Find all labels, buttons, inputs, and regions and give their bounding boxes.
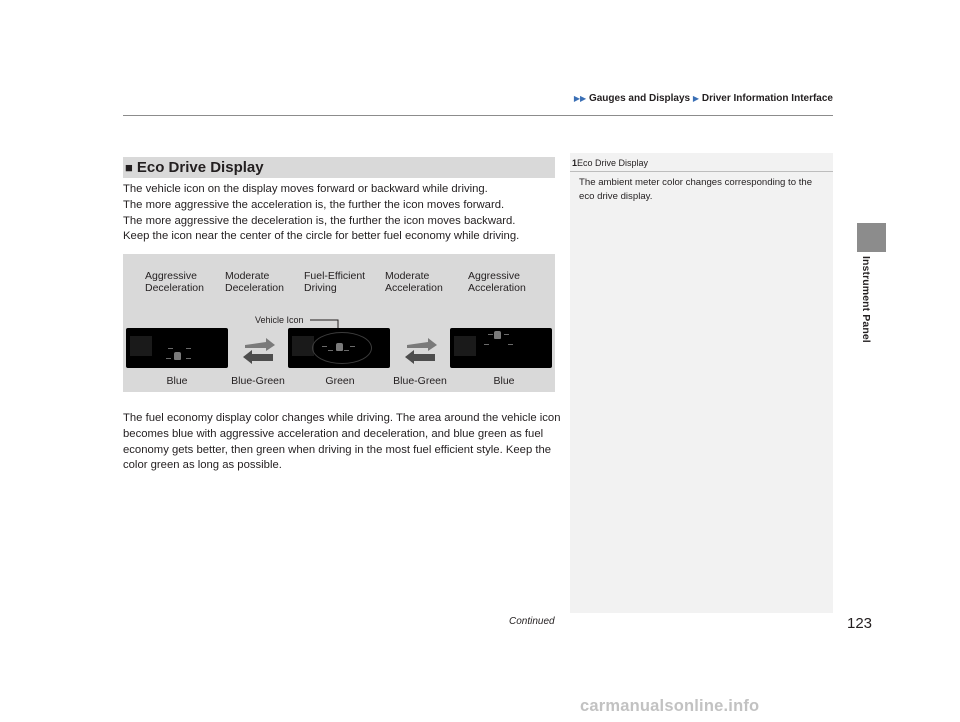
breadcrumb-arrow-icon: ▶▶ [573,94,587,103]
dash-display-efficient [288,328,390,368]
double-arrow-icon [242,337,276,365]
label-fuel-efficient-driving: Fuel-Efficient Driving [304,270,366,294]
vehicle-icon [336,343,343,351]
sidebar-note-panel [570,153,833,613]
label-aggressive-acceleration: Aggressive Acceleration [468,270,526,294]
intro-line: The more aggressive the deceleration is, the further the icon moves backward. [123,214,516,227]
chapter-tab-marker [857,223,886,252]
label-aggressive-deceleration: Aggressive Deceleration [145,270,204,294]
color-label-blue-green: Blue-Green [393,375,447,387]
breadcrumb [574,93,833,104]
watermark: carmanualsonline.info [580,697,760,715]
sidebar-divider [570,171,833,172]
intro-line: Keep the icon near the center of the circle for better fuel economy while driving. [123,230,520,243]
section-square-icon: ■ [125,160,133,175]
reference-marker-icon: 1 [572,158,578,168]
continued-label: Continued [509,616,555,627]
sidebar-note-title-text: Eco Drive Display [577,158,649,168]
dash-display-acceleration [450,328,552,368]
intro-line: The vehicle icon on the display moves forward or backward while driving. [123,183,488,195]
color-label-green: Green [325,375,355,387]
color-explanation-paragraph: The fuel economy display color changes while driving. The area around the vehicle icon becomes blue with aggressive acceleration and deceleration, and blue green as fuel economy gets better, then green when driving in the most fuel efficient style. Keep the color green as long as possible. [123,412,561,472]
vehicle-icon [494,331,501,339]
intro-paragraph [123,182,563,245]
color-label-blue: Blue [493,375,515,387]
breadcrumb-separator-icon: ▶ [692,94,700,103]
vehicle-icon-label: Vehicle Icon [255,315,304,325]
breadcrumb-item-driver-info[interactable]: Driver Information Interface [701,93,833,104]
label-moderate-acceleration: Moderate Acceleration [385,270,443,294]
vehicle-icon [174,352,181,360]
color-label-blue-green: Blue-Green [231,375,285,387]
color-label-blue: Blue [166,375,188,387]
section-heading [125,159,264,176]
chapter-tab-label: Instrument Panel [860,256,872,343]
dash-display-deceleration [126,328,228,368]
sidebar-note-title [572,158,648,168]
sidebar-note-body: The ambient meter color changes corresponding to the eco drive display. [579,177,813,202]
section-title: Eco Drive Display [136,159,264,176]
double-arrow-icon [404,337,438,365]
label-moderate-deceleration: Moderate Deceleration [225,270,284,294]
header-divider [123,115,833,116]
page-number: 123 [847,615,873,632]
breadcrumb-item-gauges[interactable]: Gauges and Displays [588,93,691,104]
intro-line: The more aggressive the acceleration is, the further the icon moves forward. [123,198,505,211]
